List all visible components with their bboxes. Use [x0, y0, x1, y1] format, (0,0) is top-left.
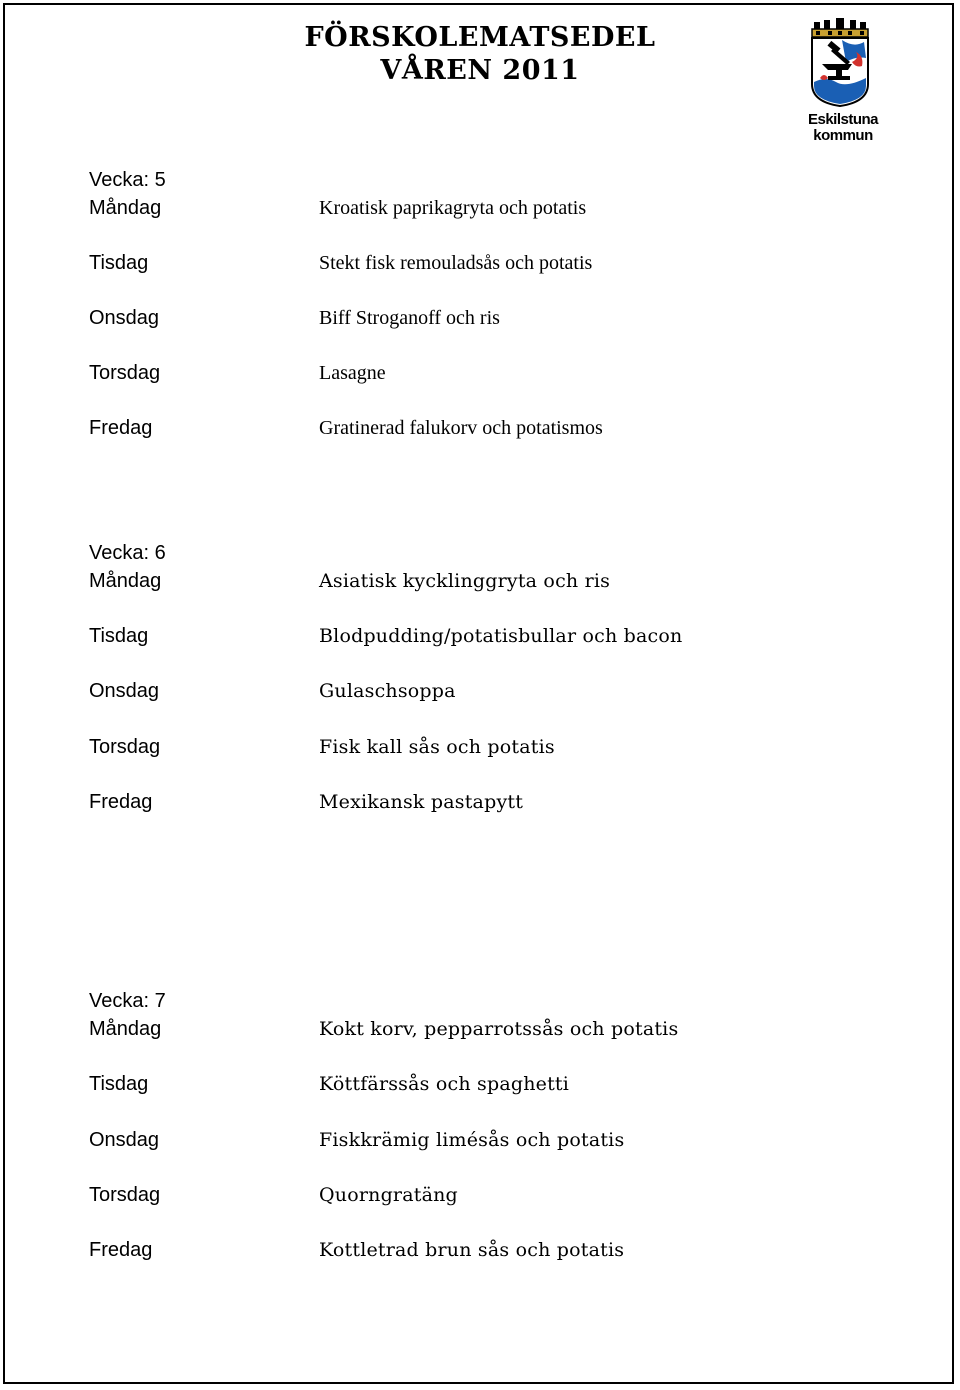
day-label: Torsdag: [89, 1184, 161, 1206]
dish: Blodpudding/potatisbullar och bacon: [319, 625, 683, 647]
day-label: Måndag: [89, 1018, 162, 1040]
day-label: Tisdag: [89, 1073, 149, 1095]
dish: Fiskkrämig limésås och potatis: [319, 1129, 625, 1151]
day-label: Onsdag: [89, 680, 160, 702]
dish: Gulaschsoppa: [319, 680, 456, 702]
dish: Kroatisk paprikagryta och potatis: [319, 197, 587, 219]
week-label: Vecka: 7: [89, 990, 166, 1012]
logo-text-line2: kommun: [813, 127, 873, 144]
dish: Stekt fisk remouladsås och potatis: [319, 252, 593, 274]
page-subtitle: VÅREN 2011: [380, 55, 580, 86]
day-label: Fredag: [89, 791, 153, 813]
dish: Biff Stroganoff och ris: [319, 307, 500, 329]
day-label: Onsdag: [89, 307, 160, 329]
dish: Mexikansk pastapytt: [319, 791, 524, 813]
page-title: FÖRSKOLEMATSEDEL: [304, 22, 656, 53]
dish: Gratinerad falukorv och potatismos: [319, 417, 603, 439]
day-label: Måndag: [89, 197, 162, 219]
logo-text-line1: Eskilstuna: [807, 111, 879, 128]
day-label: Fredag: [89, 417, 153, 439]
day-label: Tisdag: [89, 252, 149, 274]
week-label: Vecka: 5: [89, 169, 166, 191]
day-label: Torsdag: [89, 736, 161, 758]
day-label: Måndag: [89, 570, 162, 592]
dish: Köttfärssås och spaghetti: [319, 1073, 570, 1095]
dish: Quorngratäng: [319, 1184, 458, 1206]
day-label: Fredag: [89, 1239, 153, 1261]
day-label: Tisdag: [89, 625, 149, 647]
dish: Lasagne: [319, 362, 386, 384]
dish: Kokt korv, pepparrotssås och potatis: [319, 1018, 679, 1040]
dish: Asiatisk kycklinggryta och ris: [319, 570, 611, 592]
week-label: Vecka: 6: [89, 542, 166, 564]
day-label: Onsdag: [89, 1129, 160, 1151]
dish: Kottletrad brun sås och potatis: [319, 1239, 625, 1261]
dish: Fisk kall sås och potatis: [319, 736, 555, 758]
day-label: Torsdag: [89, 362, 161, 384]
